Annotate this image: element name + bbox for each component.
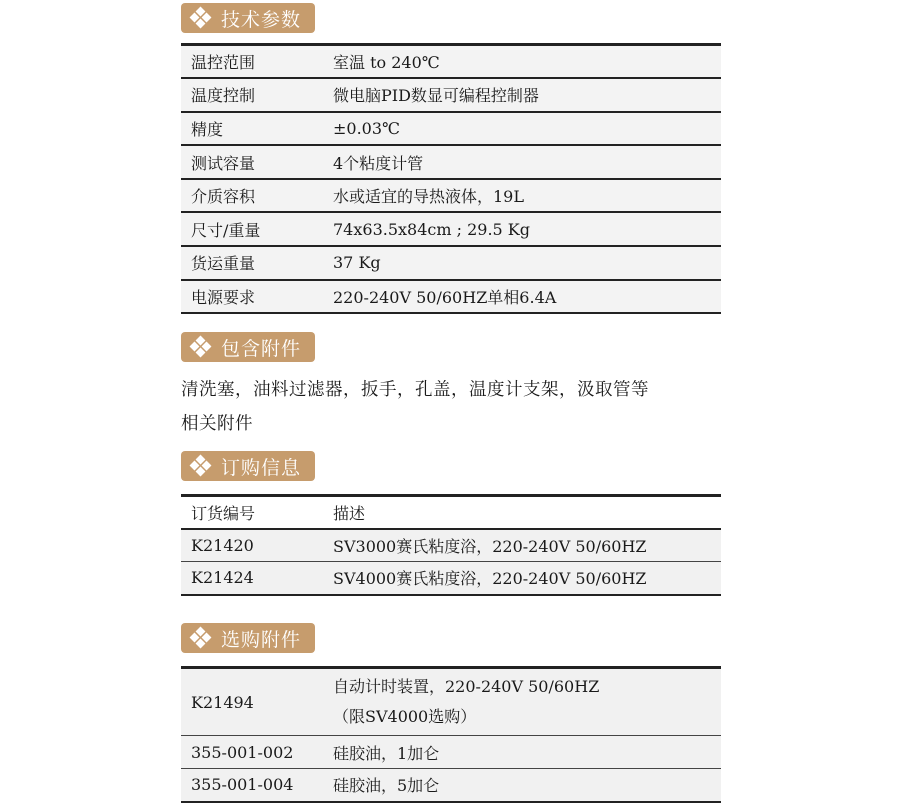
header-desc: 描述	[323, 496, 721, 529]
spec-value: 37 Kg	[323, 246, 721, 280]
spec-label: 货运重量	[181, 246, 323, 280]
optional-desc: 硅胶油，5加仑	[323, 769, 721, 802]
table-row	[181, 246, 721, 280]
spec-label: 温控范围	[181, 45, 323, 79]
spec-label: 介质容积	[181, 179, 323, 213]
included-line-1: 清洗塞，油料过滤器，扳手，孔盖，温度计支架，汲取管等	[181, 380, 649, 400]
table-row	[181, 668, 721, 736]
table-row	[181, 45, 721, 79]
spec-label: 温度控制	[181, 78, 323, 112]
tech-params-title: 技术参数	[221, 8, 302, 31]
ordering-table	[181, 494, 721, 596]
order-code: K21424	[181, 562, 323, 595]
order-code: K21420	[181, 529, 323, 562]
optional-desc	[323, 668, 721, 736]
table-row	[181, 145, 721, 179]
spec-label: 电源要求	[181, 280, 323, 314]
table-row	[181, 112, 721, 146]
table-row	[181, 529, 721, 562]
table-row	[181, 212, 721, 246]
included-line-2: 相关附件	[181, 414, 253, 434]
ordering-title: 订购信息	[221, 456, 302, 479]
spec-value: 微电脑PID数显可编程控制器	[323, 78, 721, 112]
optional-code: 355-001-004	[181, 769, 323, 802]
spec-value: ±0.03℃	[323, 112, 721, 146]
four-diamond-icon	[191, 628, 211, 648]
spec-value: 74x63.5x84cm ; 29.5 Kg	[323, 212, 721, 246]
spec-value: 220-240V 50/60HZ单相6.4A	[323, 280, 721, 314]
optional-table	[181, 666, 721, 803]
tech-params-heading	[181, 3, 315, 33]
spec-value: 水或适宜的导热液体，19L	[323, 179, 721, 213]
spec-label: 尺寸/重量	[181, 212, 323, 246]
table-row	[181, 179, 721, 213]
optional-desc-line-2: （限SV4000选购）	[333, 707, 477, 726]
four-diamond-icon	[191, 337, 211, 357]
included-title: 包含附件	[221, 337, 302, 360]
included-heading	[181, 332, 315, 362]
spec-label: 精度	[181, 112, 323, 146]
spec-value: 4个粘度计管	[323, 145, 721, 179]
optional-title: 选购附件	[221, 628, 302, 651]
four-diamond-icon	[191, 8, 211, 28]
header-code: 订货编号	[181, 496, 323, 529]
table-row	[181, 280, 721, 314]
tech-params-table	[181, 43, 721, 314]
optional-heading	[181, 623, 315, 653]
optional-code: K21494	[181, 668, 323, 736]
optional-code: 355-001-002	[181, 736, 323, 769]
order-desc: SV4000赛氏粘度浴，220-240V 50/60HZ	[323, 562, 721, 595]
table-row	[181, 78, 721, 112]
spec-label: 测试容量	[181, 145, 323, 179]
table-row	[181, 736, 721, 769]
optional-desc-line-1: 自动计时装置，220-240V 50/60HZ	[333, 677, 600, 696]
table-row	[181, 769, 721, 802]
included-accessories-text	[181, 373, 726, 441]
spec-value: 室温 to 240℃	[323, 45, 721, 79]
four-diamond-icon	[191, 456, 211, 476]
table-header-row	[181, 496, 721, 529]
ordering-heading	[181, 451, 315, 481]
optional-desc: 硅胶油，1加仑	[323, 736, 721, 769]
order-desc: SV3000赛氏粘度浴，220-240V 50/60HZ	[323, 529, 721, 562]
table-row	[181, 562, 721, 595]
